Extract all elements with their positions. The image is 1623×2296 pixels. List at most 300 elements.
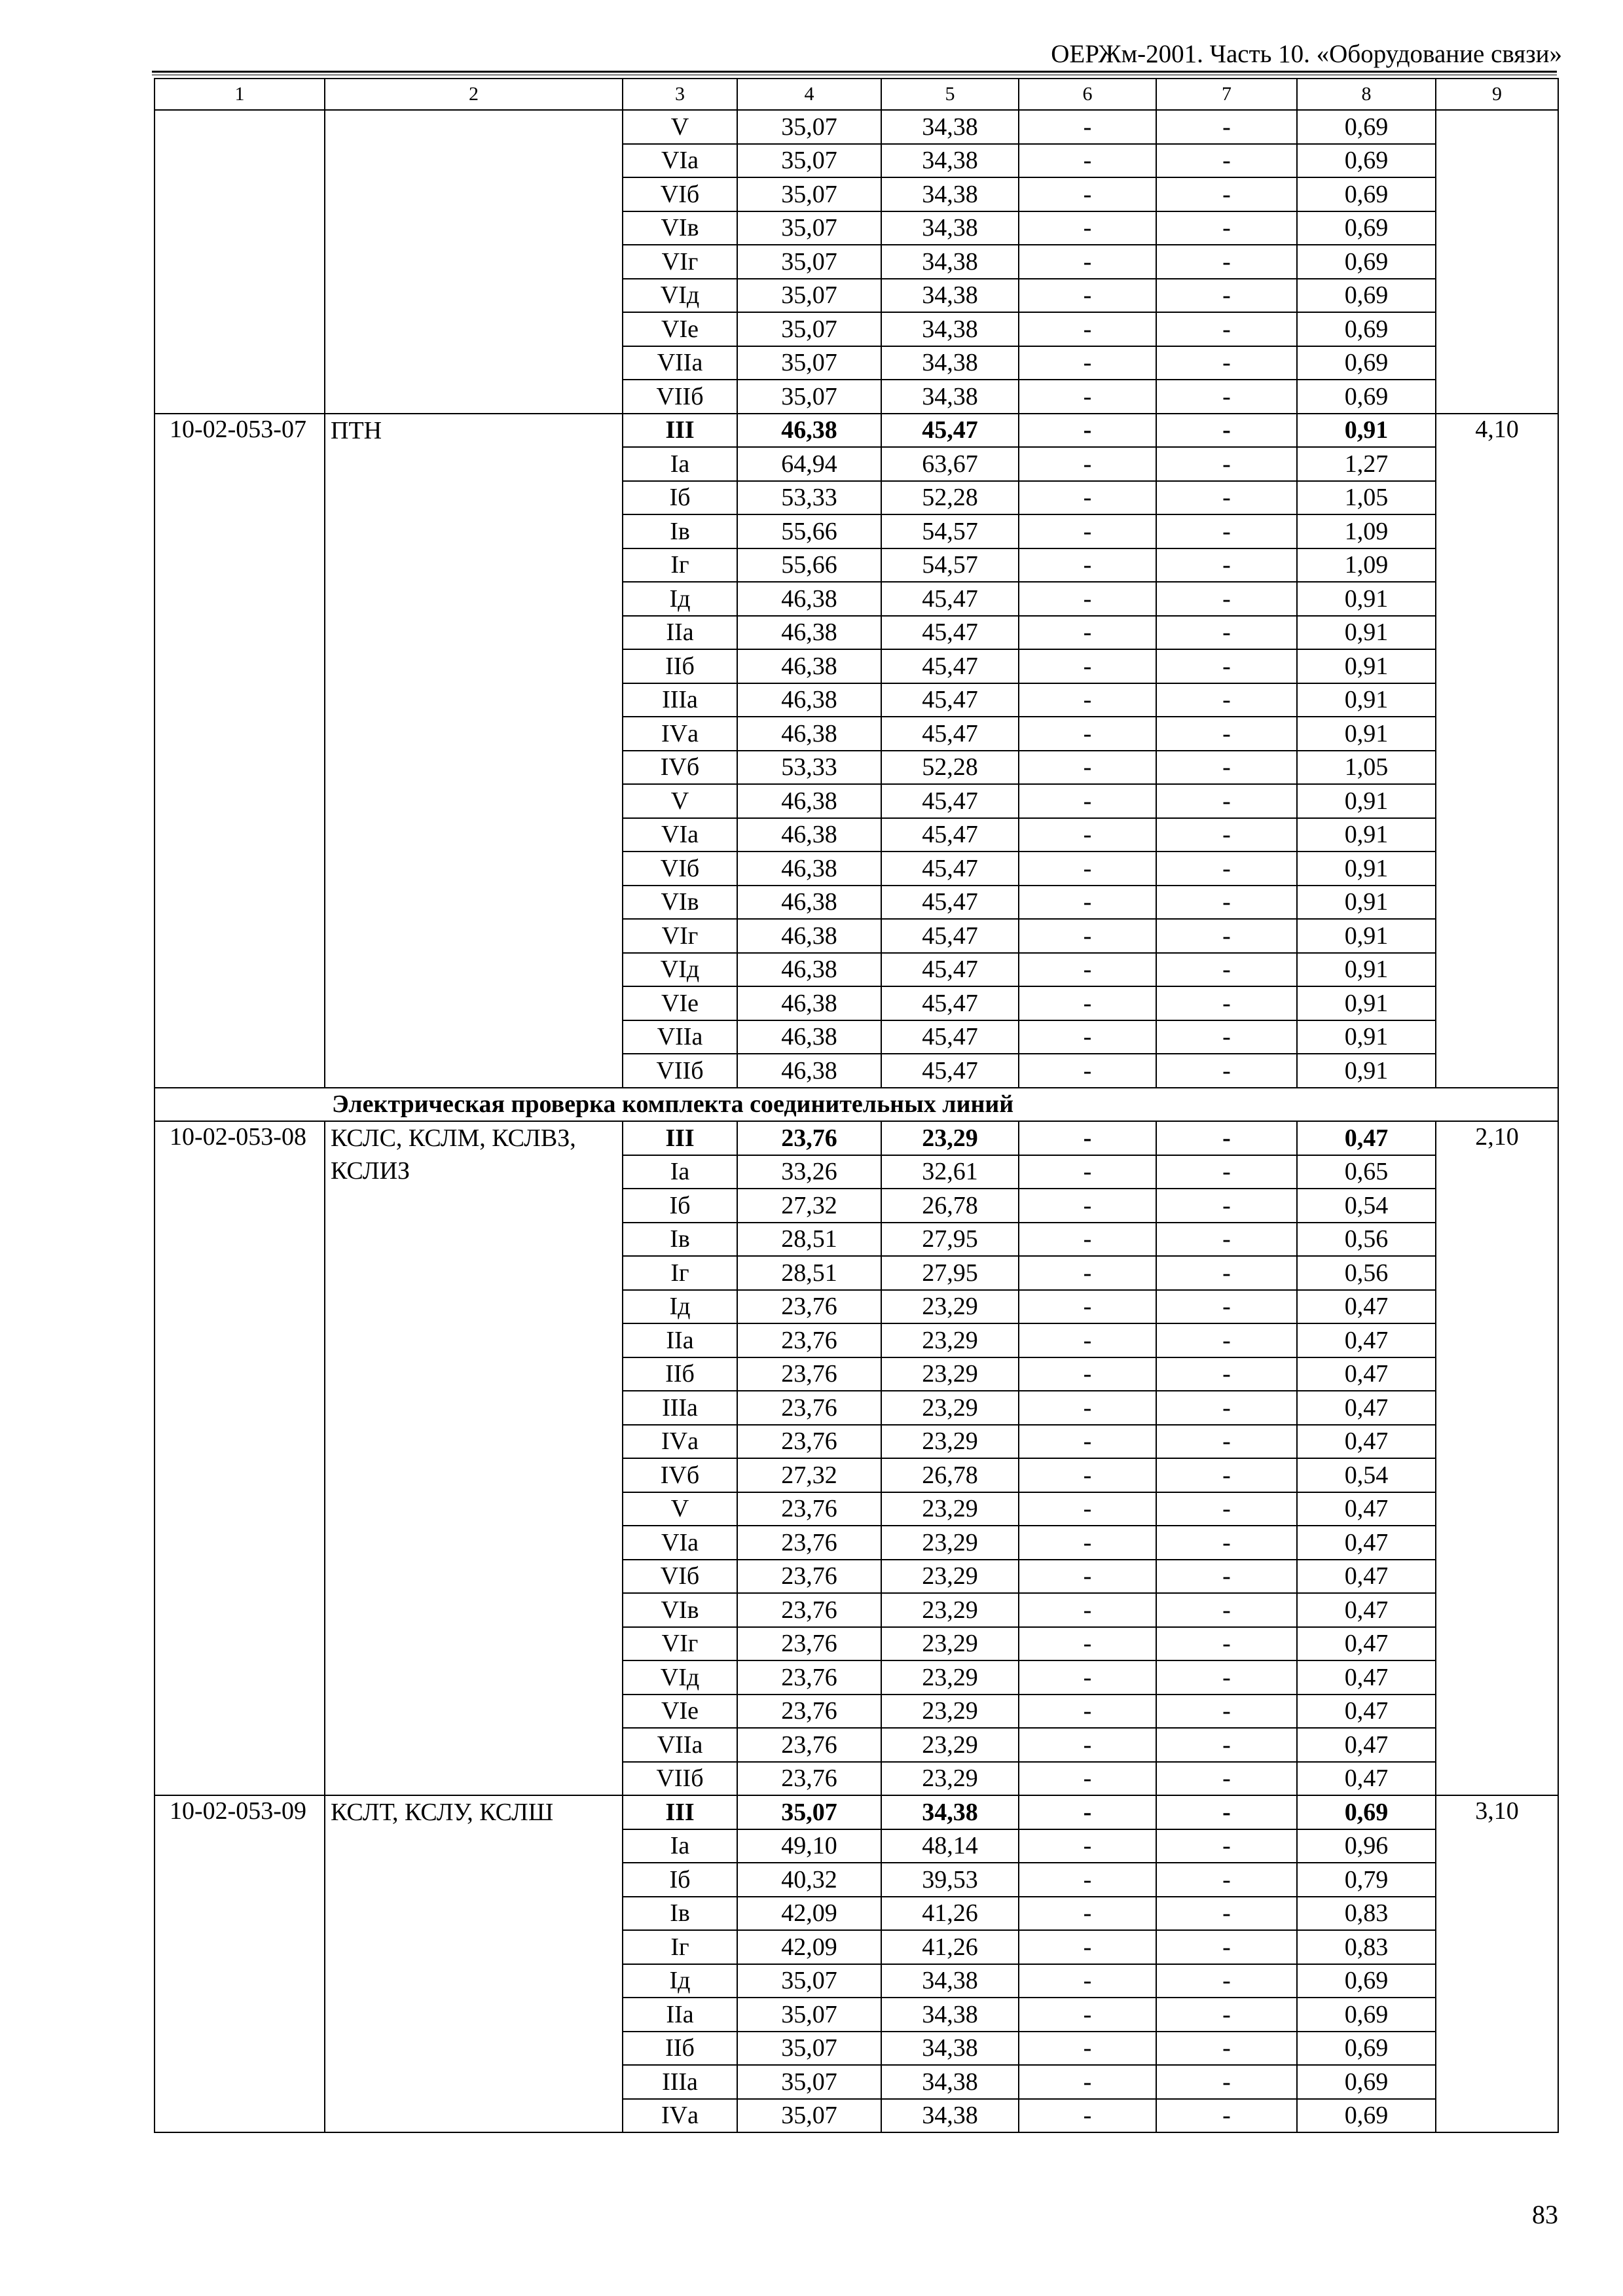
value-cell: - — [1019, 717, 1156, 751]
value-cell: - — [1019, 1391, 1156, 1425]
value-cell: 64,94 — [737, 447, 881, 481]
column-number: 4 — [737, 79, 881, 110]
value-cell: 0,69 — [1297, 312, 1436, 346]
value-cell: 0,91 — [1297, 414, 1436, 448]
name-cell: ПТН — [325, 414, 623, 1088]
value-cell: 27,32 — [737, 1458, 881, 1492]
value-cell: 27,95 — [881, 1256, 1019, 1290]
zone-cell: VIб — [623, 852, 737, 886]
value-cell: 0,91 — [1297, 1020, 1436, 1054]
value-cell: - — [1019, 1458, 1156, 1492]
value-cell: 0,69 — [1297, 144, 1436, 178]
value-cell: 35,07 — [737, 346, 881, 380]
zone-cell: VIа — [623, 818, 737, 852]
value-cell: 52,28 — [881, 751, 1019, 785]
value-cell: 0,56 — [1297, 1256, 1436, 1290]
value-cell: 0,69 — [1297, 346, 1436, 380]
zone-cell: III — [623, 1795, 737, 1829]
value-cell: 0,47 — [1297, 1627, 1436, 1661]
value-cell: 46,38 — [737, 683, 881, 717]
value-cell: 39,53 — [881, 1863, 1019, 1897]
value-cell: - — [1156, 1627, 1297, 1661]
value-cell: 46,38 — [737, 919, 881, 953]
value-cell: - — [1019, 548, 1156, 583]
value-cell: - — [1019, 683, 1156, 717]
value-cell: 46,38 — [737, 953, 881, 987]
value-cell: - — [1019, 1155, 1156, 1189]
value-cell: 0,47 — [1297, 1695, 1436, 1729]
zone-cell: IVб — [623, 1458, 737, 1492]
zone-cell: VIе — [623, 986, 737, 1020]
code-cell — [155, 110, 325, 414]
zone-cell: Iд — [623, 582, 737, 616]
value-cell: 23,76 — [737, 1290, 881, 1324]
value-cell: - — [1019, 245, 1156, 279]
value-cell: 34,38 — [881, 144, 1019, 178]
value-cell: 34,38 — [881, 245, 1019, 279]
value-cell: 28,51 — [737, 1256, 881, 1290]
zone-cell: VIIа — [623, 1020, 737, 1054]
value-cell: - — [1156, 481, 1297, 515]
value-cell: 46,38 — [737, 717, 881, 751]
value-cell: 0,69 — [1297, 110, 1436, 144]
value-cell: 23,76 — [737, 1323, 881, 1357]
value-cell: - — [1019, 110, 1156, 144]
value-cell: 23,29 — [881, 1695, 1019, 1729]
zone-cell: Iг — [623, 548, 737, 583]
value-cell: 0,91 — [1297, 616, 1436, 650]
code-cell: 10-02-053-07 — [155, 414, 325, 1088]
value-cell: 23,76 — [737, 1492, 881, 1526]
value-cell: - — [1019, 616, 1156, 650]
value-cell: 35,07 — [737, 312, 881, 346]
value-cell: 35,07 — [737, 2032, 881, 2066]
value-cell: - — [1019, 2099, 1156, 2133]
column-number: 3 — [623, 79, 737, 110]
value-cell: - — [1156, 447, 1297, 481]
value-cell: - — [1156, 616, 1297, 650]
zone-cell: VIIб — [623, 1762, 737, 1796]
value-cell: - — [1156, 1256, 1297, 1290]
value-cell: - — [1019, 1660, 1156, 1695]
value-cell: - — [1019, 312, 1156, 346]
zone-cell: Iд — [623, 1290, 737, 1324]
section-title: Электрическая проверка комплекта соединительных линий — [155, 1088, 1558, 1122]
value-cell: - — [1156, 1391, 1297, 1425]
value-cell: 26,78 — [881, 1458, 1019, 1492]
zone-cell: VIб — [623, 177, 737, 211]
value-cell: - — [1156, 1863, 1297, 1897]
value-cell: - — [1019, 177, 1156, 211]
value-cell: 1,09 — [1297, 514, 1436, 548]
value-cell: - — [1019, 1863, 1156, 1897]
value-cell: 53,33 — [737, 751, 881, 785]
value-cell: 54,57 — [881, 548, 1019, 583]
value-cell: - — [1019, 1189, 1156, 1223]
value-cell: 0,79 — [1297, 1863, 1436, 1897]
value-cell: 0,56 — [1297, 1223, 1436, 1257]
value-cell: 40,32 — [737, 1863, 881, 1897]
value-cell: 23,76 — [737, 1762, 881, 1796]
zone-cell: Iв — [623, 514, 737, 548]
zone-cell: VIд — [623, 279, 737, 313]
column-number: 2 — [325, 79, 623, 110]
zone-cell: III — [623, 414, 737, 448]
col9-cell: 4,10 — [1436, 414, 1558, 1088]
value-cell: - — [1156, 1357, 1297, 1391]
value-cell: - — [1156, 279, 1297, 313]
value-cell: - — [1019, 1425, 1156, 1459]
column-number: 1 — [155, 79, 325, 110]
rates-table — [154, 78, 1559, 2133]
value-cell: - — [1019, 852, 1156, 886]
value-cell: - — [1019, 1795, 1156, 1829]
value-cell: - — [1156, 1223, 1297, 1257]
value-cell: 0,91 — [1297, 717, 1436, 751]
value-cell: - — [1019, 1930, 1156, 1964]
value-cell: - — [1156, 211, 1297, 245]
zone-cell: VIг — [623, 245, 737, 279]
value-cell: - — [1019, 1323, 1156, 1357]
zone-cell: VIIб — [623, 380, 737, 414]
zone-cell: Iб — [623, 1863, 737, 1897]
col9-cell — [1436, 110, 1558, 414]
value-cell: 34,38 — [881, 312, 1019, 346]
value-cell: 0,69 — [1297, 2065, 1436, 2099]
value-cell: 35,07 — [737, 110, 881, 144]
value-cell: 23,29 — [881, 1660, 1019, 1695]
value-cell: - — [1156, 414, 1297, 448]
zone-cell: IIб — [623, 649, 737, 683]
value-cell: 1,05 — [1297, 751, 1436, 785]
value-cell: - — [1156, 1020, 1297, 1054]
value-cell: - — [1156, 1998, 1297, 2032]
value-cell: 0,91 — [1297, 953, 1436, 987]
value-cell: - — [1156, 245, 1297, 279]
value-cell: 23,76 — [737, 1391, 881, 1425]
value-cell: 0,47 — [1297, 1357, 1436, 1391]
column-number: 5 — [881, 79, 1019, 110]
value-cell: - — [1019, 953, 1156, 987]
value-cell: 0,47 — [1297, 1526, 1436, 1560]
value-cell: 27,32 — [737, 1189, 881, 1223]
value-cell: - — [1156, 346, 1297, 380]
value-cell: - — [1156, 1290, 1297, 1324]
value-cell: - — [1156, 1930, 1297, 1964]
value-cell: 0,65 — [1297, 1155, 1436, 1189]
value-cell: 46,38 — [737, 1054, 881, 1088]
value-cell: 0,69 — [1297, 2099, 1436, 2133]
value-cell: 45,47 — [881, 1054, 1019, 1088]
value-cell: - — [1156, 380, 1297, 414]
value-cell: 45,47 — [881, 818, 1019, 852]
zone-cell: Iа — [623, 1829, 737, 1863]
value-cell: 0,47 — [1297, 1323, 1436, 1357]
section-row — [155, 1088, 1558, 1122]
value-cell: - — [1019, 1998, 1156, 2032]
zone-cell: IIб — [623, 1357, 737, 1391]
column-number-row — [155, 79, 1558, 110]
value-cell: 0,47 — [1297, 1290, 1436, 1324]
zone-cell: Iв — [623, 1223, 737, 1257]
zone-cell: VIIа — [623, 346, 737, 380]
value-cell: 45,47 — [881, 852, 1019, 886]
zone-cell: IIIа — [623, 2065, 737, 2099]
value-cell: 23,29 — [881, 1425, 1019, 1459]
zone-cell: VIе — [623, 312, 737, 346]
zone-cell: VIIа — [623, 1728, 737, 1762]
zone-cell: VIа — [623, 144, 737, 178]
value-cell: 23,76 — [737, 1728, 881, 1762]
value-cell: - — [1156, 1189, 1297, 1223]
value-cell: 0,91 — [1297, 1054, 1436, 1088]
value-cell: 53,33 — [737, 481, 881, 515]
value-cell: - — [1156, 852, 1297, 886]
value-cell: 0,47 — [1297, 1425, 1436, 1459]
value-cell: - — [1156, 1593, 1297, 1627]
value-cell: - — [1019, 380, 1156, 414]
value-cell: 46,38 — [737, 414, 881, 448]
value-cell: - — [1156, 548, 1297, 583]
value-cell: 0,47 — [1297, 1492, 1436, 1526]
value-cell: 1,09 — [1297, 548, 1436, 583]
value-cell: - — [1156, 986, 1297, 1020]
value-cell: - — [1156, 1526, 1297, 1560]
value-cell: - — [1156, 1492, 1297, 1526]
value-cell: - — [1019, 986, 1156, 1020]
value-cell: 0,91 — [1297, 886, 1436, 920]
zone-cell: V — [623, 110, 737, 144]
value-cell: 0,91 — [1297, 852, 1436, 886]
zone-cell: V — [623, 1492, 737, 1526]
zone-cell: VIд — [623, 953, 737, 987]
value-cell: 35,07 — [737, 380, 881, 414]
value-cell: - — [1156, 649, 1297, 683]
value-cell: 46,38 — [737, 852, 881, 886]
value-cell: - — [1019, 2032, 1156, 2066]
value-cell: - — [1156, 2099, 1297, 2133]
value-cell: 46,38 — [737, 784, 881, 818]
value-cell: 34,38 — [881, 2065, 1019, 2099]
value-cell: - — [1156, 1762, 1297, 1796]
value-cell: - — [1156, 751, 1297, 785]
value-cell: - — [1156, 1560, 1297, 1594]
zone-cell: IIб — [623, 2032, 737, 2066]
value-cell: 23,29 — [881, 1526, 1019, 1560]
value-cell: 23,76 — [737, 1695, 881, 1729]
value-cell: - — [1019, 886, 1156, 920]
zone-cell: Iа — [623, 1155, 737, 1189]
zone-cell: VIд — [623, 1660, 737, 1695]
value-cell: - — [1019, 751, 1156, 785]
zone-cell: IIа — [623, 1323, 737, 1357]
zone-cell: III — [623, 1121, 737, 1155]
value-cell: 23,76 — [737, 1357, 881, 1391]
value-cell: 23,29 — [881, 1492, 1019, 1526]
value-cell: 34,38 — [881, 2099, 1019, 2133]
value-cell: 35,07 — [737, 211, 881, 245]
value-cell: 45,47 — [881, 886, 1019, 920]
value-cell: 45,47 — [881, 953, 1019, 987]
value-cell: - — [1156, 1121, 1297, 1155]
value-cell: 45,47 — [881, 784, 1019, 818]
value-cell: 0,69 — [1297, 279, 1436, 313]
value-cell: 23,76 — [737, 1593, 881, 1627]
value-cell: 0,91 — [1297, 649, 1436, 683]
value-cell: 23,76 — [737, 1121, 881, 1155]
value-cell: 35,07 — [737, 1795, 881, 1829]
value-cell: 0,69 — [1297, 177, 1436, 211]
value-cell: - — [1156, 1425, 1297, 1459]
value-cell: 0,91 — [1297, 784, 1436, 818]
value-cell: 23,29 — [881, 1560, 1019, 1594]
zone-cell: VIв — [623, 211, 737, 245]
value-cell: 23,29 — [881, 1593, 1019, 1627]
value-cell: 34,38 — [881, 110, 1019, 144]
zone-cell: VIIб — [623, 1054, 737, 1088]
value-cell: 34,38 — [881, 1795, 1019, 1829]
value-cell: 0,69 — [1297, 1795, 1436, 1829]
value-cell: - — [1156, 177, 1297, 211]
name-cell: КСЛТ, КСЛУ, КСЛШ — [325, 1795, 623, 2132]
value-cell: - — [1019, 1762, 1156, 1796]
zone-cell: IVа — [623, 1425, 737, 1459]
value-cell: 34,38 — [881, 177, 1019, 211]
value-cell: - — [1156, 818, 1297, 852]
zone-cell: IIIа — [623, 1391, 737, 1425]
value-cell: - — [1019, 514, 1156, 548]
value-cell: 23,29 — [881, 1290, 1019, 1324]
value-cell: 0,83 — [1297, 1930, 1436, 1964]
column-number: 6 — [1019, 79, 1156, 110]
page-header-title: ОЕРЖм-2001. Часть 10. «Оборудование связи» — [1051, 40, 1562, 68]
value-cell: - — [1019, 211, 1156, 245]
value-cell: - — [1019, 1728, 1156, 1762]
value-cell: - — [1156, 1155, 1297, 1189]
value-cell: - — [1156, 1829, 1297, 1863]
column-number: 8 — [1297, 79, 1436, 110]
value-cell: 27,95 — [881, 1223, 1019, 1257]
code-cell: 10-02-053-09 — [155, 1795, 325, 2132]
page-number: 83 — [1532, 2200, 1558, 2229]
zone-cell: IVа — [623, 717, 737, 751]
value-cell: 23,29 — [881, 1728, 1019, 1762]
value-cell: - — [1019, 1054, 1156, 1088]
value-cell: 0,47 — [1297, 1762, 1436, 1796]
value-cell: 49,10 — [737, 1829, 881, 1863]
value-cell: 35,07 — [737, 245, 881, 279]
value-cell: 45,47 — [881, 986, 1019, 1020]
value-cell: 55,66 — [737, 514, 881, 548]
value-cell: - — [1156, 683, 1297, 717]
value-cell: 55,66 — [737, 548, 881, 583]
value-cell: 34,38 — [881, 1964, 1019, 1998]
value-cell: 0,54 — [1297, 1458, 1436, 1492]
value-cell: 28,51 — [737, 1223, 881, 1257]
value-cell: - — [1019, 1695, 1156, 1729]
column-number: 9 — [1436, 79, 1558, 110]
value-cell: 34,38 — [881, 1998, 1019, 2032]
zone-cell: IIа — [623, 616, 737, 650]
value-cell: 0,69 — [1297, 245, 1436, 279]
zone-cell: VIб — [623, 1560, 737, 1594]
value-cell: 0,69 — [1297, 1998, 1436, 2032]
value-cell: 0,91 — [1297, 986, 1436, 1020]
value-cell: - — [1019, 1526, 1156, 1560]
value-cell: 0,69 — [1297, 380, 1436, 414]
value-cell: 0,91 — [1297, 582, 1436, 616]
value-cell: - — [1156, 886, 1297, 920]
value-cell: 34,38 — [881, 2032, 1019, 2066]
zone-cell: VIв — [623, 1593, 737, 1627]
value-cell: 0,91 — [1297, 919, 1436, 953]
value-cell: - — [1019, 1020, 1156, 1054]
value-cell: - — [1156, 514, 1297, 548]
value-cell: 0,91 — [1297, 818, 1436, 852]
value-cell: - — [1019, 414, 1156, 448]
value-cell: - — [1156, 312, 1297, 346]
value-cell: 0,69 — [1297, 1964, 1436, 1998]
value-cell: 0,69 — [1297, 2032, 1436, 2066]
value-cell: - — [1156, 144, 1297, 178]
zone-cell: VIе — [623, 1695, 737, 1729]
value-cell: - — [1156, 1728, 1297, 1762]
zone-cell: IIа — [623, 1998, 737, 2032]
value-cell: - — [1019, 1829, 1156, 1863]
value-cell: 42,09 — [737, 1897, 881, 1931]
value-cell: 54,57 — [881, 514, 1019, 548]
zone-cell: Iг — [623, 1930, 737, 1964]
value-cell: - — [1019, 1964, 1156, 1998]
value-cell: 32,61 — [881, 1155, 1019, 1189]
value-cell: 1,27 — [1297, 447, 1436, 481]
value-cell: - — [1019, 784, 1156, 818]
value-cell: - — [1156, 1660, 1297, 1695]
value-cell: 41,26 — [881, 1930, 1019, 1964]
value-cell: - — [1019, 1223, 1156, 1257]
zone-cell: V — [623, 784, 737, 818]
value-cell: - — [1156, 582, 1297, 616]
value-cell: - — [1019, 447, 1156, 481]
value-cell: - — [1019, 1492, 1156, 1526]
value-cell: - — [1019, 1290, 1156, 1324]
value-cell: - — [1156, 919, 1297, 953]
value-cell: 45,47 — [881, 717, 1019, 751]
value-cell: - — [1156, 1795, 1297, 1829]
value-cell: 45,47 — [881, 919, 1019, 953]
zone-cell: Iд — [623, 1964, 737, 1998]
value-cell: 34,38 — [881, 380, 1019, 414]
value-cell: 46,38 — [737, 986, 881, 1020]
value-cell: 23,76 — [737, 1660, 881, 1695]
value-cell: 23,76 — [737, 1425, 881, 1459]
value-cell: 45,47 — [881, 1020, 1019, 1054]
zone-cell: Iа — [623, 447, 737, 481]
zone-cell: VIг — [623, 1627, 737, 1661]
name-cell: КСЛС, КСЛМ, КСЛВЗ, КСЛИЗ — [325, 1121, 623, 1795]
value-cell: - — [1019, 649, 1156, 683]
value-cell: 0,91 — [1297, 683, 1436, 717]
table-row — [155, 110, 1558, 144]
value-cell: 45,47 — [881, 582, 1019, 616]
value-cell: 0,54 — [1297, 1189, 1436, 1223]
value-cell: 35,07 — [737, 177, 881, 211]
col9-cell: 2,10 — [1436, 1121, 1558, 1795]
table-row — [155, 1121, 1558, 1155]
zone-cell: Iг — [623, 1256, 737, 1290]
value-cell: 45,47 — [881, 414, 1019, 448]
value-cell: 23,29 — [881, 1357, 1019, 1391]
